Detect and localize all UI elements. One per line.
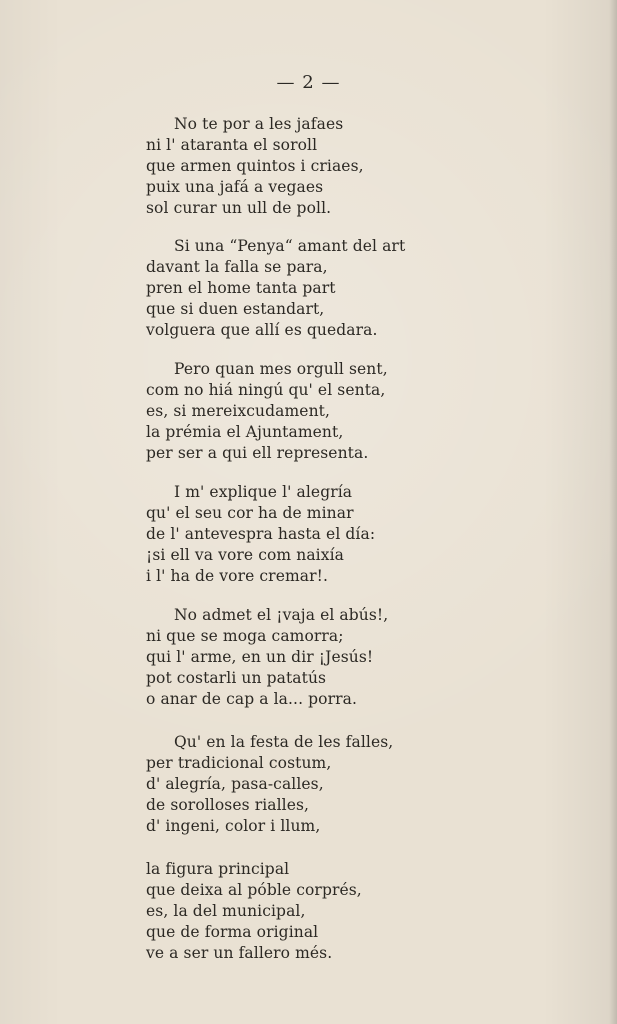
stanza-1 xyxy=(146,114,446,219)
stanza-6 xyxy=(146,732,446,837)
stanza-4 xyxy=(146,482,446,587)
verse-line: com no hiá ningú qu' el senta, xyxy=(146,381,386,399)
page-edge-shadow xyxy=(609,0,617,1024)
stanza-7 xyxy=(146,859,446,964)
verse-line: ¡si ell va vore com naixía xyxy=(146,546,344,564)
verse-line: pren el home tanta part xyxy=(146,279,336,297)
verse-line: Qu' en la festa de les falles, xyxy=(174,733,394,751)
stanza-5 xyxy=(146,605,446,710)
verse-line: es, la del municipal, xyxy=(146,902,306,920)
verse-line: i l' ha de vore cremar!. xyxy=(146,567,328,585)
verse-line: I m' explique l' alegría xyxy=(174,483,353,501)
verse-line: que armen quintos i criaes, xyxy=(146,157,364,175)
verse-line: davant la falla se para, xyxy=(146,258,328,276)
verse-line: es, si mereixcudament, xyxy=(146,402,331,420)
verse-line: No admet el ¡vaja el abús!, xyxy=(174,606,389,624)
verse-line: puix una jafá a vegaes xyxy=(146,178,324,196)
verse-line: sol curar un ull de poll. xyxy=(146,199,332,217)
verse-line: per ser a qui ell representa. xyxy=(146,444,369,462)
verse-line: volguera que allí es quedara. xyxy=(146,321,378,339)
stanza-2 xyxy=(146,236,446,341)
verse-line: de sorolloses rialles, xyxy=(146,796,310,814)
verse-line: Pero quan mes orgull sent, xyxy=(174,360,388,378)
verse-line: que de forma original xyxy=(146,923,319,941)
verse-line: pot costarli un patatús xyxy=(146,669,327,687)
stanza-3 xyxy=(146,359,446,464)
verse-line: o anar de cap a la... porra. xyxy=(146,690,357,708)
verse-line: d' alegría, pasa-calles, xyxy=(146,775,324,793)
verse-line: per tradicional costum, xyxy=(146,754,332,772)
verse-line: No te por a les jafaes xyxy=(174,115,344,133)
verse-line: la prémia el Ajuntament, xyxy=(146,423,344,441)
verse-line: que deixa al póble corprés, xyxy=(146,881,362,899)
verse-line: qui l' arme, en un dir ¡Jesús! xyxy=(146,648,374,666)
verse-line: ni l' ataranta el soroll xyxy=(146,136,318,154)
verse-line: que si duen estandart, xyxy=(146,300,325,318)
verse-line: la figura principal xyxy=(146,860,290,878)
verse-line: d' ingeni, color i llum, xyxy=(146,817,321,835)
page-number: — 2 — xyxy=(276,72,341,93)
verse-line: ve a ser un fallero més. xyxy=(146,944,333,962)
verse-line: qu' el seu cor ha de minar xyxy=(146,504,354,522)
verse-line: Si una “Penya“ amant del art xyxy=(174,237,406,255)
verse-line: de l' antevespra hasta el día: xyxy=(146,525,376,543)
verse-line: ni que se moga camorra; xyxy=(146,627,344,645)
